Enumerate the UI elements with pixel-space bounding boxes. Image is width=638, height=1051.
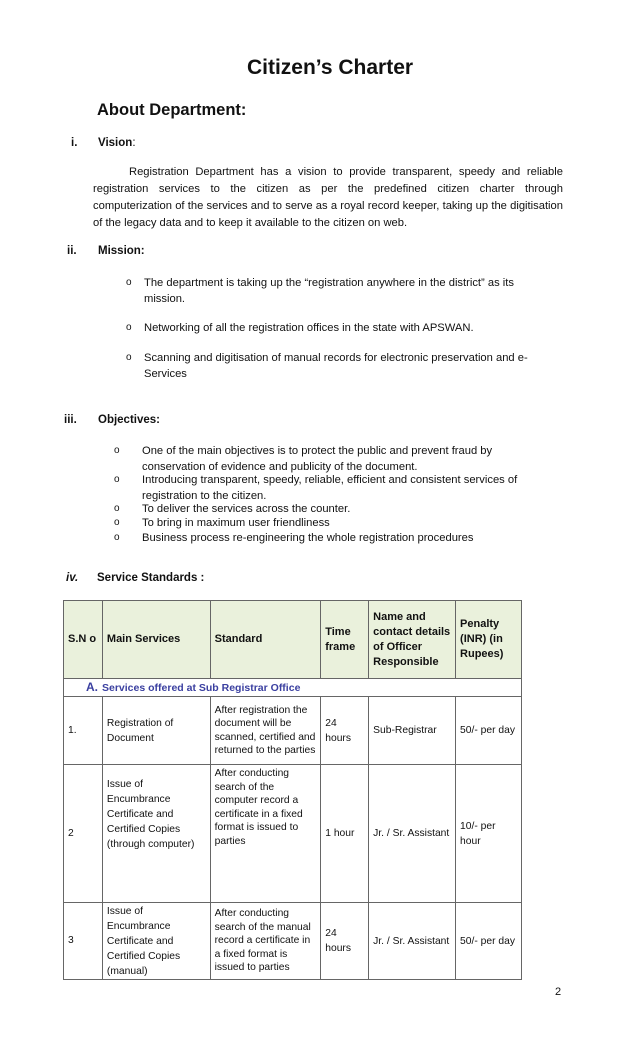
header-penalty: Penalty (INR) (in Rupees) — [456, 601, 522, 679]
section-title-text: Services offered at Sub Registrar Office — [102, 682, 301, 694]
table-header-row — [64, 601, 522, 679]
objectives-item-line: conservation of evidence and publicity of the document. — [142, 461, 418, 473]
cell-time-frame: 24 hours — [321, 697, 369, 765]
cell-penalty: 50/- per day — [456, 697, 522, 765]
objectives-number: iii. — [64, 414, 77, 426]
cell-main-service: Registration of Document — [102, 697, 210, 765]
cell-time-frame: 24 hours — [321, 903, 369, 980]
bullet-marker: o — [126, 352, 132, 363]
section-title — [64, 679, 522, 697]
table-row — [64, 697, 522, 765]
cell-time-frame: 1 hour — [321, 765, 369, 903]
mission-item-line: Scanning and digitisation of manual records for electronic preservation and e- — [144, 352, 528, 364]
cell-standard: After conducting search of the computer record a certificate in a fixed format is issued to parties — [210, 765, 321, 903]
cell-penalty: 50/- per day — [456, 903, 522, 980]
mission-label: Mission: — [98, 245, 145, 257]
table-row — [64, 903, 522, 980]
cell-sno: 1. — [64, 697, 103, 765]
vision-number: i. — [71, 137, 78, 149]
bullet-marker: o — [114, 503, 120, 514]
objectives-item-line: To deliver the services across the counter. — [142, 503, 351, 515]
objectives-item-line: Introducing transparent, speedy, reliable, efficient and consistent services of — [142, 474, 518, 486]
service-standards-table — [63, 600, 522, 980]
cell-main-service: Issue of Encumbrance Certificate and Certified Copies (manual) — [102, 903, 210, 980]
header-main-services: Main Services — [102, 601, 210, 679]
about-heading: About Department: — [97, 101, 247, 119]
section-row — [64, 679, 522, 697]
cell-officer: Jr. / Sr. Assistant — [369, 903, 456, 980]
bullet-marker: o — [114, 532, 120, 543]
bullet-marker: o — [126, 277, 132, 288]
cell-officer: Jr. / Sr. Assistant — [369, 765, 456, 903]
objectives-label: Objectives: — [98, 414, 160, 426]
table-row — [64, 765, 522, 903]
vision-colon: : — [132, 137, 136, 149]
cell-officer: Sub-Registrar — [369, 697, 456, 765]
mission-item-line: Networking of all the registration offices in the state with APSWAN. — [144, 322, 474, 334]
header-officer: Name and contact details of Officer Responsible — [369, 601, 456, 679]
vision-label: Vision — [98, 137, 133, 149]
objectives-item-line: One of the main objectives is to protect the public and prevent fraud by — [142, 445, 493, 457]
page-title: Citizen’s Charter — [246, 56, 414, 79]
vision-text: Registration Department has a vision to provide transparent, speedy and reliable registration services to the citizen as per the predefined citizen charter through computerization of the services and to serve as a royal record keeper, taking up the digitisation of the legacy data and to keep it available to the citizen on web. — [93, 166, 563, 229]
cell-main-service: Issue of Encumbrance Certificate and Certified Copies (through computer) — [102, 765, 210, 903]
mission-number: ii. — [67, 245, 77, 257]
mission-item-line: Services — [144, 368, 187, 380]
cell-standard: After registration the document will be scanned, certified and returned to the parties — [210, 697, 321, 765]
bullet-marker: o — [114, 445, 120, 456]
bullet-marker: o — [114, 474, 120, 485]
header-time-frame: Time frame — [321, 601, 369, 679]
cell-sno: 2 — [64, 765, 103, 903]
objectives-item-line: To bring in maximum user friendliness — [142, 517, 330, 529]
section-letter: A. — [86, 680, 98, 694]
mission-item-line: mission. — [144, 293, 186, 305]
page-number: 2 — [555, 986, 562, 998]
standards-number: iv. — [66, 572, 79, 584]
objectives-item-line: Business process re-engineering the whole registration procedures — [142, 532, 474, 544]
bullet-marker: o — [114, 517, 120, 528]
bullet-marker: o — [126, 322, 132, 333]
mission-item-line: The department is taking up the “registration anywhere in the district” as its — [144, 277, 514, 289]
standards-label: Service Standards : — [97, 572, 205, 584]
cell-sno: 3 — [64, 903, 103, 980]
header-standard: Standard — [210, 601, 321, 679]
objectives-item-line: registration to the citizen. — [142, 490, 267, 502]
header-sno: S.N o — [64, 601, 103, 679]
cell-penalty: 10/- per hour — [456, 765, 522, 903]
cell-standard: After conducting search of the manual record a certificate in a fixed format is issued to parties — [210, 903, 321, 980]
